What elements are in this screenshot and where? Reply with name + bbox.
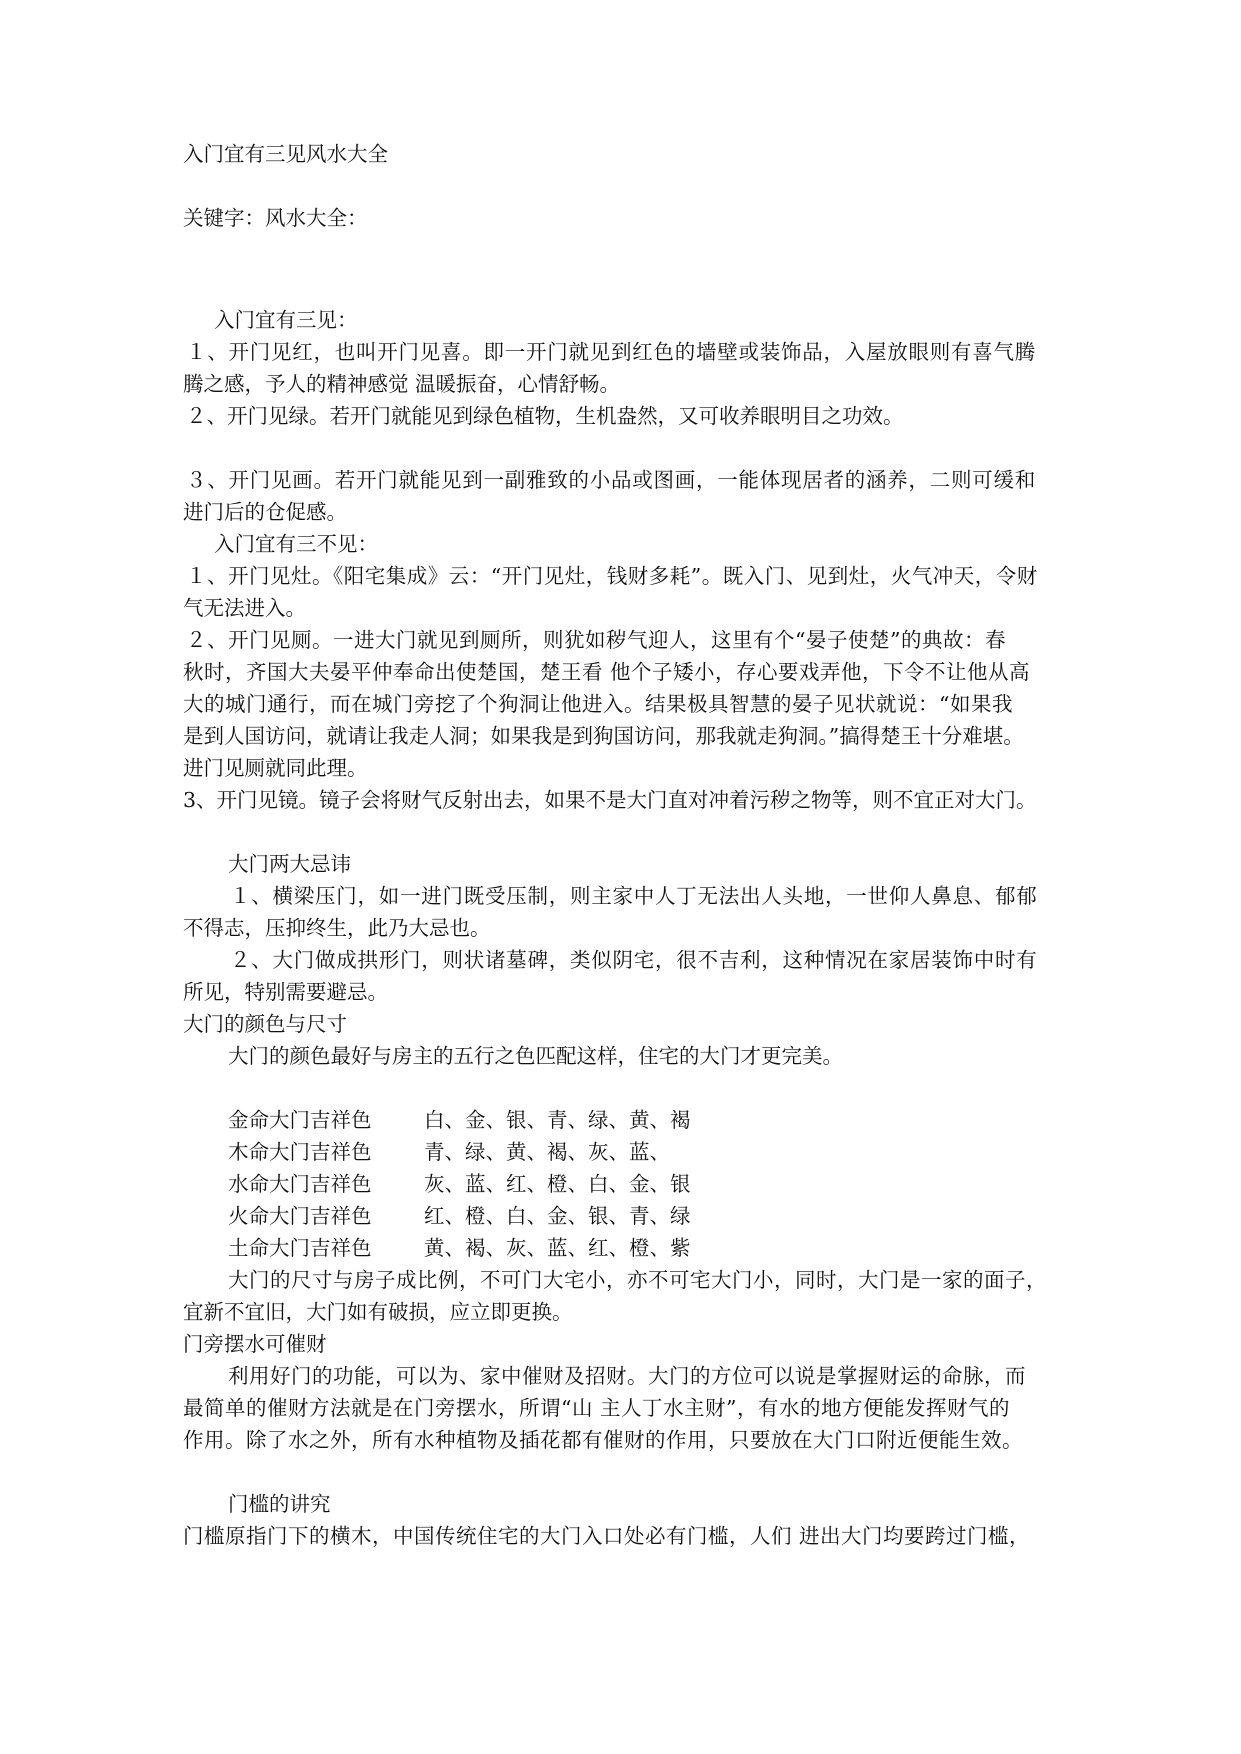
paragraph-line: 大门的颜色最好与房主的五行之色匹配这样，住宅的大门才更完美。 [228, 1044, 843, 1068]
paragraph-line: １、开门见灶。《阳宅集成》云：“开门见灶，钱财多耗”。既入门、见到灶，火气冲天，令财 [186, 564, 1038, 588]
paragraph-line: ２、大门做成拱形门，则状诸墓碑，类似阴宅，很不吉利，这种情况在家居装饰中时有 [230, 948, 1038, 972]
paragraph-line: 大的城门通行，而在城门旁挖了个狗洞让他进入。结果极具智慧的晏子见状就说：“如果我 [183, 692, 1013, 716]
color-row-value: 红、橙、白、金、银、青、绿 [424, 1204, 691, 1228]
paragraph-line: 气无法进入。 [183, 596, 306, 620]
section-heading-water: 门旁摆水可催财 [183, 1332, 327, 1356]
color-row-value: 黄、褐、灰、蓝、红、橙、紫 [424, 1236, 691, 1260]
paragraph-line: ３、开门见画。若开门就能见到一副雅致的小品或图画，一能体现居者的涵养，二则可缓和 [186, 468, 1036, 492]
paragraph-line: ２、开门见厕。一进大门就见到厕所，则犹如秽气迎人，这里有个“晏子使楚”的典故：春 [186, 628, 1006, 652]
paragraph-line: 是到人国访问，就请让我走人洞；如果我是到狗国访问，那我就走狗洞。”搞得楚王十分难堪。 [183, 724, 1024, 748]
paragraph-line: ２、开门见绿。若开门就能见到绿色植物，生机盎然，又可收养眼明目之功效。 [186, 404, 904, 428]
paragraph-line: 利用好门的功能，可以为、家中催财及招财。大门的方位可以说是掌握财运的命脉，而 [228, 1364, 1026, 1388]
color-row-label: 土命大门吉祥色 [228, 1236, 372, 1260]
document-title: 入门宜有三见风水大全 [183, 142, 388, 166]
section-heading-three-see: 入门宜有三见： [214, 308, 358, 332]
color-row-value: 青、绿、黄、褐、灰、蓝、 [424, 1140, 670, 1164]
paragraph-line: 进门见厕就同此理。 [183, 756, 368, 780]
section-heading-sill: 门槛的讲究 [228, 1492, 331, 1516]
paragraph-line: 所见，特别需要避忌。 [183, 980, 388, 1004]
paragraph-line: 作用。除了水之外，所有水种植物及插花都有催财的作用，只要放在大门口附近便能生效。 [183, 1428, 1023, 1452]
paragraph-line: 门槛原指门下的横木，中国传统住宅的大门入口处必有门槛，人们 进出大门均要跨过门槛， [183, 1524, 1031, 1548]
paragraph-line: 秋时，齐国大夫晏平仲奉命出使楚国，楚王看 他个子矮小，存心要戏弄他，下令不让他从高 [183, 660, 1031, 684]
paragraph-line: １、开门见红，也叫开门见喜。即一开门就见到红色的墙壁或装饰品，入屋放眼则有喜气腾 [186, 340, 1036, 364]
paragraph-line: 腾之感，予人的精神感觉 温暖振奋，心情舒畅。 [183, 372, 621, 396]
paragraph-line: 大门的尺寸与房子成比例，不可门大宅小，亦不可宅大门小，同时，大门是一家的面子， [228, 1268, 1047, 1292]
paragraph-line: 进门后的仓促感。 [183, 500, 347, 524]
color-row-label: 火命大门吉祥色 [228, 1204, 372, 1228]
paragraph-line: １、横梁压门，如一进门既受压制，则主家中人丁无法出人头地，一世仰人鼻息、郁郁 [230, 884, 1038, 908]
color-row-value: 白、金、银、青、绿、黄、褐 [424, 1108, 691, 1132]
color-row-value: 灰、蓝、红、橙、白、金、银 [424, 1172, 691, 1196]
paragraph-line: 最简单的催财方法就是在门旁摆水，所谓“山 主人丁水主财”，有水的地方便能发挥财气的 [183, 1396, 1010, 1420]
paragraph-line: 不得志，压抑终生，此乃大忌也。 [183, 916, 491, 940]
paragraph-line: 3、开门见镜。镜子会将财气反射出去，如果不是大门直对冲着污秽之物等，则不宜正对大门。 [183, 788, 1037, 812]
color-row-label: 水命大门吉祥色 [228, 1172, 372, 1196]
color-row-label: 金命大门吉祥色 [228, 1108, 372, 1132]
paragraph-line: 宜新不宜旧，大门如有破损，应立即更换。 [183, 1300, 573, 1324]
color-row-label: 木命大门吉祥色 [228, 1140, 372, 1164]
section-heading-three-avoid: 入门宜有三不见： [214, 532, 378, 556]
section-heading-taboo: 大门两大忌讳 [228, 852, 351, 876]
section-heading-color: 大门的颜色与尺寸 [183, 1012, 347, 1036]
keywords-line: 关键字：风水大全： [183, 206, 368, 230]
